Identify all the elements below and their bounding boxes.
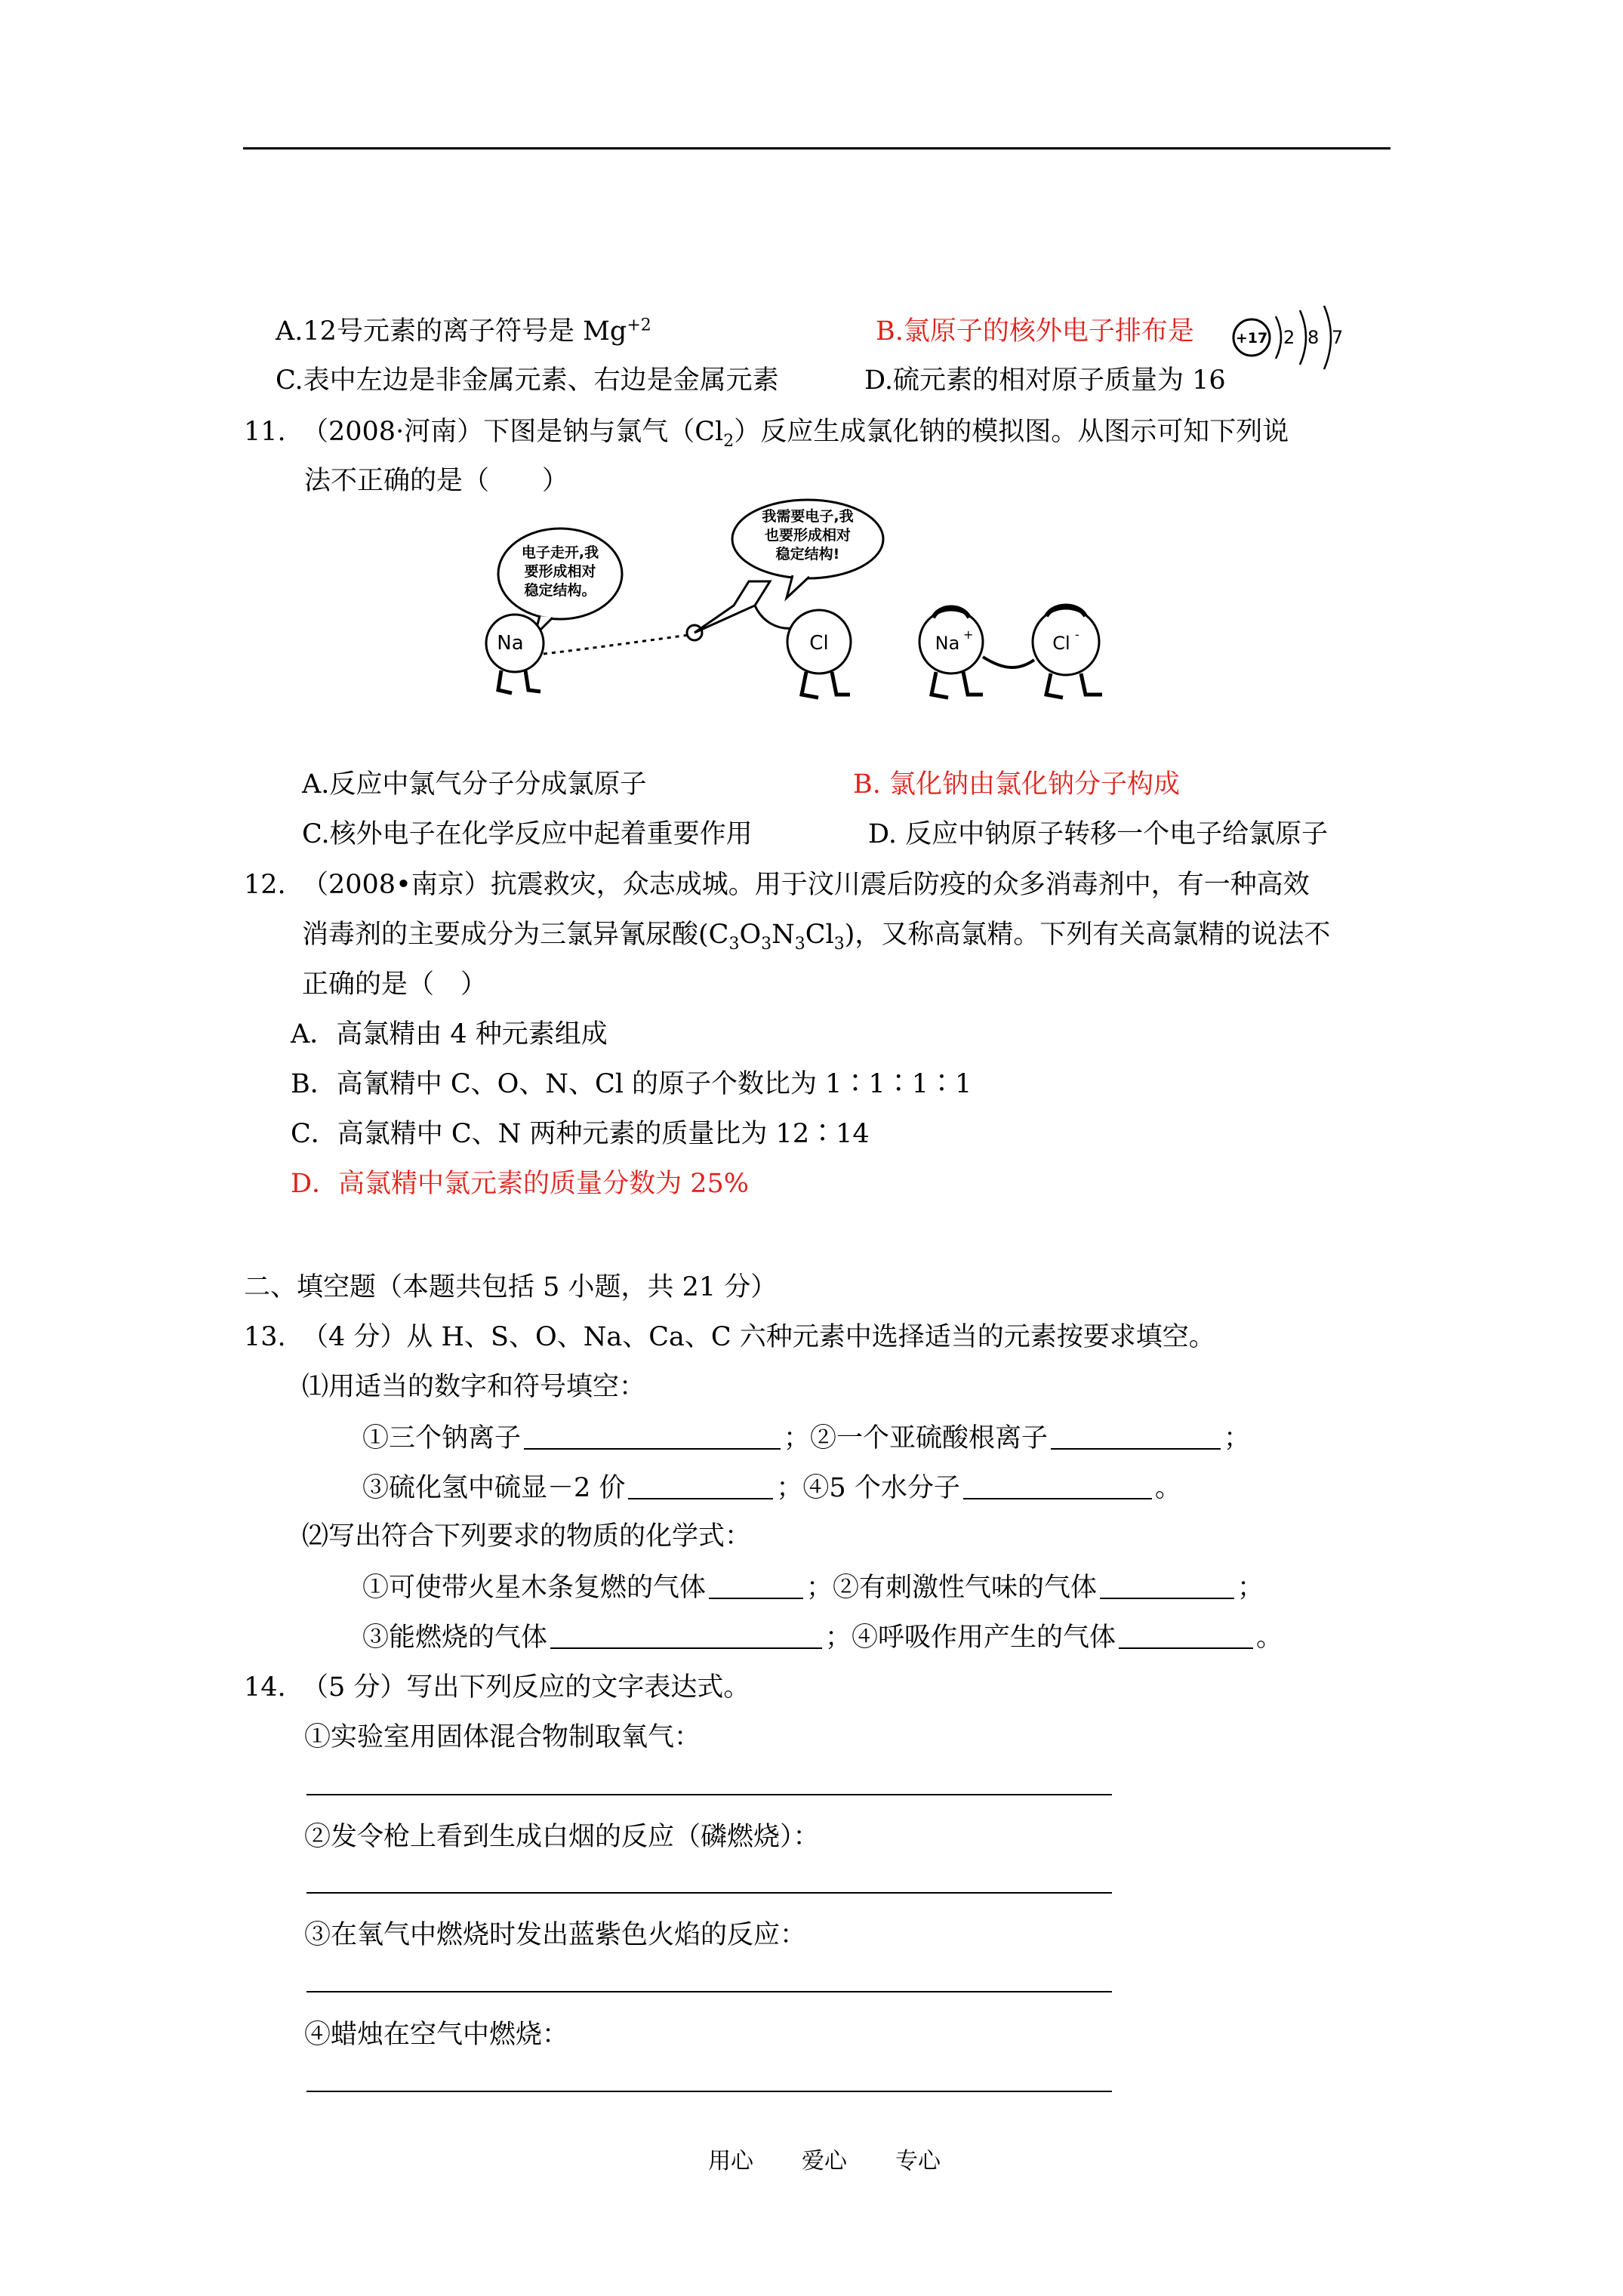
cl-bubble-line-3: 稳定结构! <box>775 546 840 562</box>
q11-stem-line1: （2008·河南）下图是钠与氯气$(Cl_2)$反应生成氯化钠的模拟图。从图示可知下列说 <box>302 417 1289 451</box>
answer-blank-7[interactable] <box>550 1623 822 1649</box>
q12-number: 12. <box>244 870 286 900</box>
q14-item-3: ③在氧气中燃烧时发出蓝紫色火焰的反应： <box>304 1920 807 1950</box>
q11-option-c: C.核外电子在化学反应中起着重要作用 <box>302 819 753 849</box>
q12-stem-line1: （2008•南京）抗震救灾，众志成城。用于汶川震后防疫的众多消毒剂中，有一种高效 <box>302 870 1310 900</box>
nucleus-charge-label: +17 <box>1235 330 1268 347</box>
na-bubble-line-1: 电子走开,我 <box>521 544 599 561</box>
q13-part1-row1: ①三个钠离子 ；②一个亚硫酸根离子 ； <box>362 1423 1251 1453</box>
q14-number: 14. <box>244 1672 286 1703</box>
q10-option-c: C.表中左边是非金属元素、右边是金属元素 <box>276 365 779 396</box>
na-ion-charge: + <box>963 627 974 642</box>
q11-option-d: D. 反应中钠原子转移一个电子给氯原子 <box>868 819 1329 849</box>
answer-blank-5[interactable] <box>709 1573 803 1599</box>
q12-option-a: A．高氯精由 4 种元素组成 <box>291 1019 608 1049</box>
q13-part2-row2: ③能燃烧的气体 ；④呼吸作用产生的气体 。 <box>362 1623 1283 1653</box>
q13-part1-row2: ③硫化氢中硫显－2 价 ；④5 个水分子 。 <box>362 1473 1181 1503</box>
na-bubble-line-2: 要形成相对 <box>524 563 596 580</box>
q10-option-b: B.氯原子的核外电子排布是 <box>876 316 1194 347</box>
footer-word-1: 用心 <box>708 2148 753 2174</box>
answer-blank-4[interactable] <box>963 1474 1152 1499</box>
q14-item-2: ②发令枪上看到生成白烟的反应（磷燃烧）： <box>304 1822 820 1852</box>
q12-option-c: C．高氯精中 C、N 两种元素的质量比为 12∶14 <box>291 1119 870 1149</box>
cl-atom-label: Cl <box>809 632 829 655</box>
q11-option-b: B. 氯化钠由氯化钠分子构成 <box>853 769 1180 800</box>
q14-answer-line-2[interactable] <box>306 1892 1112 1894</box>
q10-option-d: D.硫元素的相对原子质量为 16 <box>864 365 1226 396</box>
q11-option-a: A.反应中氯气分子分成氯原子 <box>302 769 647 800</box>
q10-option-a-charge: +2 <box>627 316 651 335</box>
na-bubble-line-3: 稳定结构。 <box>524 582 596 599</box>
footer-word-2: 爱心 <box>802 2148 847 2174</box>
answer-blank-2[interactable] <box>1051 1424 1221 1450</box>
q11-stem-line2: 法不正确的是（ ） <box>304 466 569 496</box>
q14-item-4: ④蜡烛在空气中燃烧： <box>304 2020 569 2050</box>
q11-number: 11. <box>244 417 286 447</box>
cl-ion-charge: - <box>1075 627 1079 642</box>
cl-bubble-line-1: 我需要电子,我 <box>762 508 854 525</box>
answer-blank-3[interactable] <box>628 1474 773 1499</box>
answer-blank-6[interactable] <box>1100 1573 1234 1599</box>
shell-2-electrons: 8 <box>1307 327 1320 348</box>
q13-part1-heading: ⑴用适当的数字和符号填空： <box>302 1372 646 1402</box>
q13-stem: （4 分）从 H、S、O、Na、Ca、C 六种元素中选择适当的元素按要求填空。 <box>302 1322 1215 1352</box>
ions-illustration <box>785 581 1147 710</box>
q10-option-a: A.12号元素的离子符号是 $Mg^{+2}$ <box>276 316 651 347</box>
q12-option-d: D．高氯精中氯元素的质量分数为 25% <box>291 1169 749 1199</box>
shell-3-electrons: 7 <box>1332 327 1344 348</box>
q13-part2-heading: ⑵写出符合下列要求的物质的化学式： <box>302 1521 752 1552</box>
q14-stem: （5 分）写出下列反应的文字表达式。 <box>302 1672 750 1703</box>
q14-answer-line-1[interactable] <box>306 1794 1112 1795</box>
q13-part2-row1: ①可使带火星木条复燃的气体 ；②有刺激性气味的气体 ； <box>362 1573 1264 1603</box>
section-2-title: 二、填空题（本题共包括 5 小题，共 21 分） <box>244 1272 778 1302</box>
q12-stem-line3: 正确的是（ ） <box>302 969 488 1000</box>
q14-item-1: ①实验室用固体混合物制取氧气： <box>304 1722 701 1752</box>
q12-stem-line2: 消毒剂的主要成分为三氯异氰尿酸$(C_3O_3N_3Cl_3)$，又称高氯精。下列有关高氯精的说法不 <box>302 920 1331 954</box>
atom-structure-diagram <box>1229 300 1350 375</box>
q12-option-b: B．高氰精中 C、O、N、Cl 的原子个数比为 1∶1∶1∶1 <box>291 1069 972 1099</box>
q14-answer-line-4[interactable] <box>306 2091 1112 2092</box>
na-atom-label: Na <box>497 632 524 655</box>
answer-blank-1[interactable] <box>524 1424 781 1450</box>
cl-ion-label: Cl <box>1052 633 1070 654</box>
cl-bubble-line-2: 也要形成相对 <box>764 527 852 544</box>
q13-number: 13. <box>244 1322 286 1352</box>
header-rule <box>243 147 1390 149</box>
page-footer <box>708 2150 989 2173</box>
shell-1-electrons: 2 <box>1283 327 1295 348</box>
na-ion-label: Na <box>935 633 960 654</box>
q14-answer-line-3[interactable] <box>306 1991 1112 1992</box>
footer-word-3: 专心 <box>895 2148 941 2174</box>
answer-blank-8[interactable] <box>1119 1623 1253 1649</box>
